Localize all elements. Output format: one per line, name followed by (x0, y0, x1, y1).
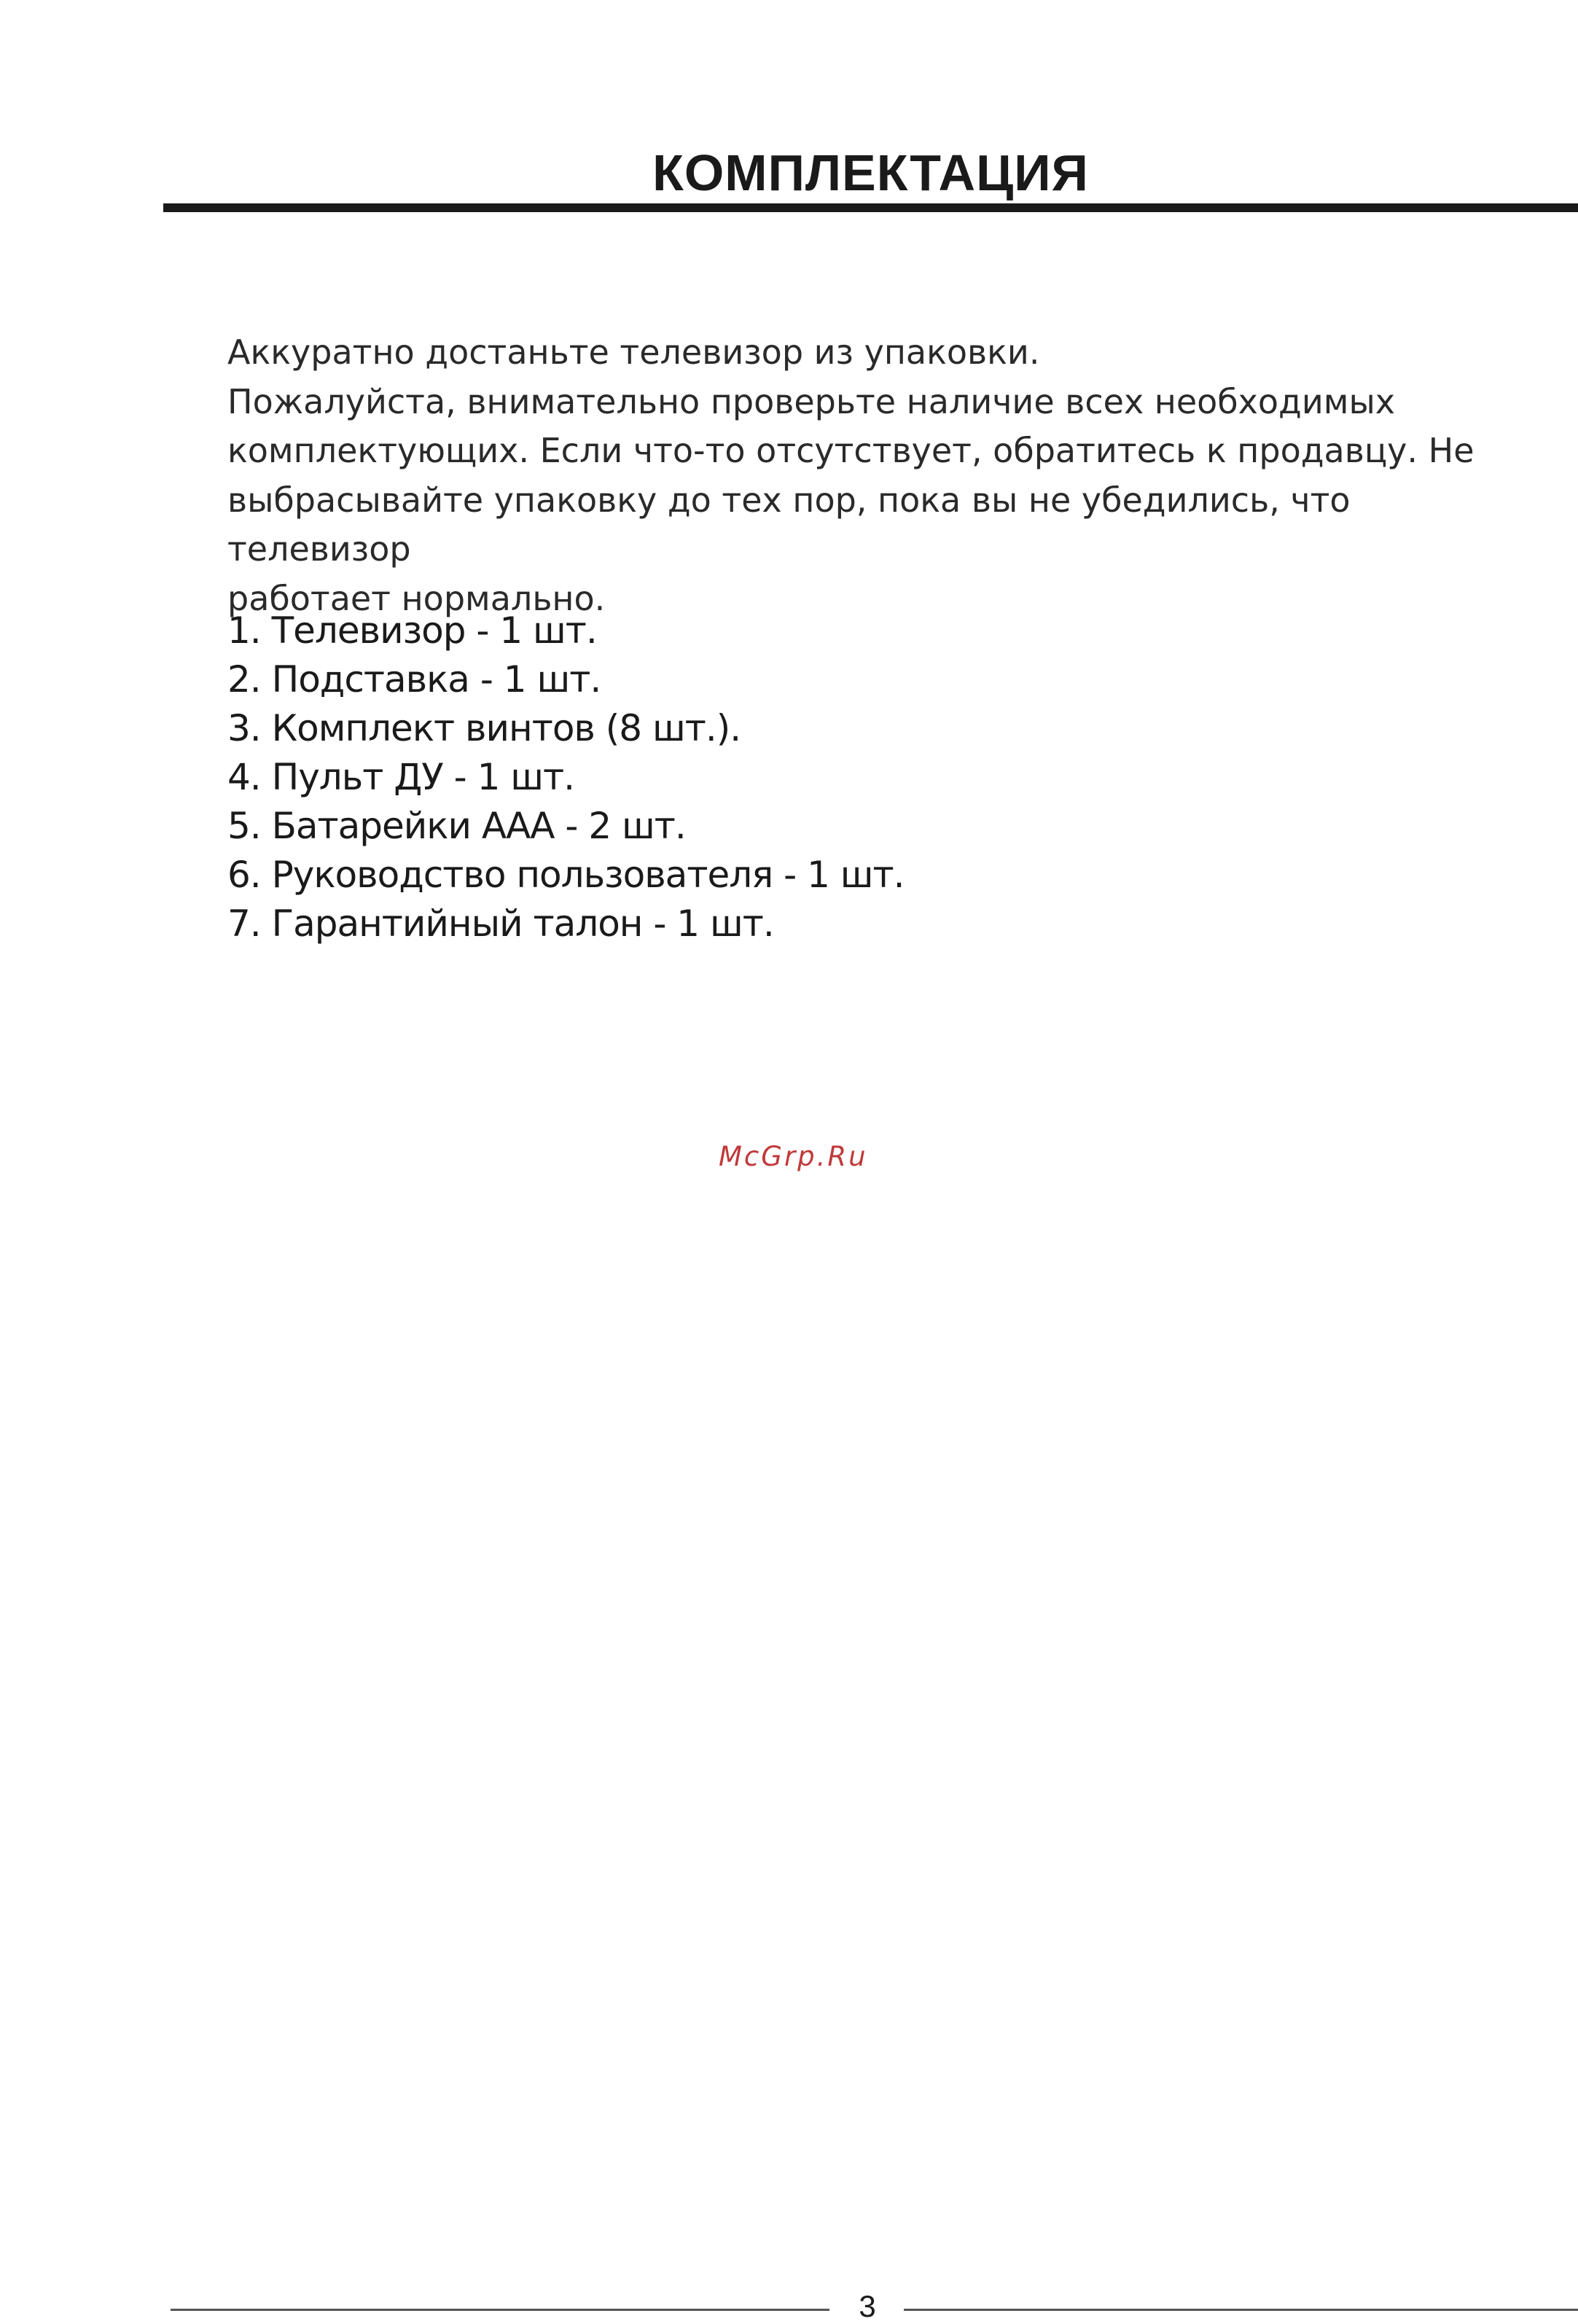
page-number: 3 (859, 2289, 876, 2323)
intro-line: Аккуратно достаньте телевизор из упаковки. (227, 332, 1040, 372)
intro-line: работает нормально. (227, 578, 606, 618)
intro-line: выбрасывайте упаковку до тех пор, пока вы не убедились, что телевизор (227, 480, 1351, 569)
footer-divider-right (904, 2309, 1578, 2311)
intro-text (227, 328, 1539, 623)
list-item: 2. Подставка - 1 шт. (227, 658, 601, 701)
list-item: 6. Руководство пользователя - 1 шт. (227, 854, 905, 896)
list-item: 7. Гарантийный талон - 1 шт. (227, 902, 774, 945)
page-title: КОМПЛЕКТАЦИЯ (652, 144, 1089, 201)
title-divider (163, 203, 1578, 212)
watermark: McGrp.Ru (719, 1141, 868, 1172)
list-item: 3. Комплект винтов (8 шт.). (227, 707, 741, 749)
intro-line: Пожалуйста, внимательно проверьте наличие всех необходимых (227, 381, 1395, 421)
footer-divider-left (171, 2309, 829, 2311)
list-item: 1. Телевизор - 1 шт. (227, 609, 597, 652)
list-item: 5. Батарейки ААА - 2 шт. (227, 805, 686, 847)
package-contents-list (227, 607, 905, 948)
intro-line: комплектующих. Если что-то отсутствует, обратитесь к продавцу. Не (227, 431, 1475, 470)
list-item: 4. Пульт ДУ - 1 шт. (227, 756, 575, 798)
